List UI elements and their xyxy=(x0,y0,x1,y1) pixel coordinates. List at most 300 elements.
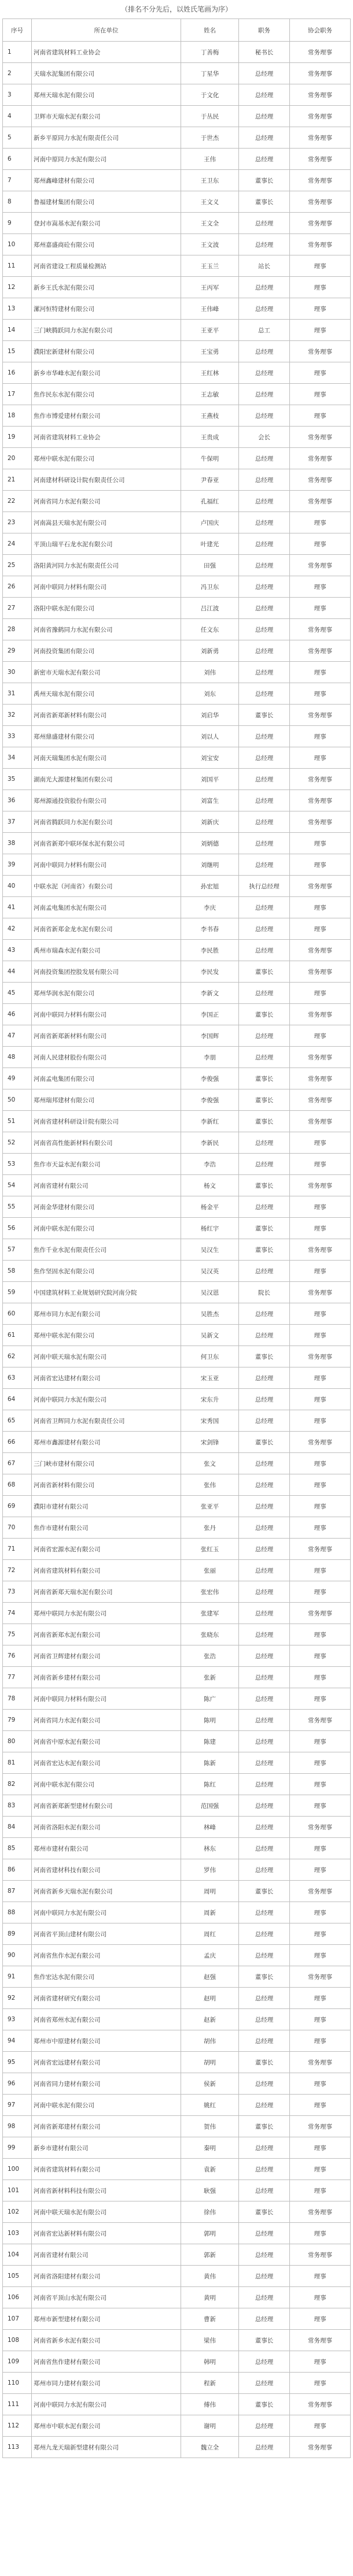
cell-position: 总经理 xyxy=(239,1517,290,1539)
cell-position: 总经理 xyxy=(239,1710,290,1731)
cell-position: 总经理 xyxy=(239,918,290,940)
cell-position: 总经理 xyxy=(239,1902,290,1923)
cell-index: 15 xyxy=(3,341,32,362)
cell-unit: 河南省新郑新材料有限公司 xyxy=(32,705,181,726)
cell-name: 曹新 xyxy=(181,2308,239,2330)
cell-name: 赵新 xyxy=(181,2009,239,2030)
cell-name: 谢明 xyxy=(181,2415,239,2437)
cell-position: 总经理 xyxy=(239,940,290,961)
cell-position: 总经理 xyxy=(239,1560,290,1581)
cell-name: 吴汉恩 xyxy=(181,1282,239,1303)
cell-index: 37 xyxy=(3,811,32,833)
cell-association-role: 常务理事 xyxy=(290,469,351,491)
cell-name: 吴新文 xyxy=(181,1325,239,1346)
cell-association-role: 理事 xyxy=(290,1496,351,1517)
cell-position: 总经理 xyxy=(239,2137,290,2159)
cell-position: 董事长 xyxy=(239,1068,290,1089)
cell-association-role: 常务理事 xyxy=(290,811,351,833)
cell-unit: 新乡市华峰水泥有限公司 xyxy=(32,362,181,384)
cell-position: 总经理 xyxy=(239,448,290,469)
cell-association-role: 常务理事 xyxy=(290,2201,351,2223)
cell-unit: 河南省新郑金龙水泥有限公司 xyxy=(32,918,181,940)
cell-index: 38 xyxy=(3,833,32,854)
cell-unit: 河南孟电集团有限公司 xyxy=(32,1068,181,1089)
cell-index: 22 xyxy=(3,491,32,512)
cell-unit: 新乡平原同力水泥有限责任公司 xyxy=(32,127,181,149)
cell-position: 总经理 xyxy=(239,1154,290,1175)
cell-unit: 河南省宏源水泥有限公司 xyxy=(32,1539,181,1560)
cell-name: 刘启华 xyxy=(181,705,239,726)
cell-index: 19 xyxy=(3,427,32,448)
cell-position: 总经理 xyxy=(239,277,290,298)
cell-position: 总经理 xyxy=(239,1261,290,1282)
cell-unit: 焦作民东水泥有限公司 xyxy=(32,384,181,405)
cell-association-role: 理事 xyxy=(290,576,351,598)
cell-unit: 三门峡腾跃同力水泥有限公司 xyxy=(32,320,181,341)
cell-index: 5 xyxy=(3,127,32,149)
table-row xyxy=(3,1346,351,1367)
cell-name: 张红玉 xyxy=(181,1539,239,1560)
table-row xyxy=(3,149,351,170)
cell-name: 宋剑锋 xyxy=(181,1432,239,1453)
cell-index: 4 xyxy=(3,106,32,127)
cell-association-role: 理事 xyxy=(290,662,351,683)
table-row xyxy=(3,2095,351,2116)
table-row xyxy=(3,811,351,833)
cell-position: 会长 xyxy=(239,427,290,448)
cell-name: 刘富生 xyxy=(181,790,239,811)
cell-association-role: 理事 xyxy=(290,2223,351,2244)
cell-unit: 河南省新郑建材有限公司 xyxy=(32,2116,181,2137)
cell-index: 65 xyxy=(3,1410,32,1432)
cell-position: 总经理 xyxy=(239,384,290,405)
cell-position: 总经理 xyxy=(239,362,290,384)
cell-association-role: 理事 xyxy=(290,1389,351,1410)
cell-index: 111 xyxy=(3,2394,32,2415)
cell-name: 王伟 xyxy=(181,149,239,170)
cell-unit: 河南中联同力水泥有限公司 xyxy=(32,1389,181,1410)
cell-index: 30 xyxy=(3,662,32,683)
cell-position: 总经理 xyxy=(239,1603,290,1624)
cell-unit: 河南省建材有限公司 xyxy=(32,1175,181,1196)
cell-unit: 河南省建筑材料工业协会 xyxy=(32,427,181,448)
cell-name: 林峰 xyxy=(181,1817,239,1838)
cell-index: 61 xyxy=(3,1325,32,1346)
cell-index: 92 xyxy=(3,1988,32,2009)
table-body xyxy=(3,42,351,2458)
cell-position: 总经理 xyxy=(239,1774,290,1795)
cell-name: 李新红 xyxy=(181,1111,239,1132)
cell-position: 总经理 xyxy=(239,897,290,918)
cell-name: 张新 xyxy=(181,1667,239,1688)
cell-unit: 郑州中联水泥有限公司 xyxy=(32,1325,181,1346)
cell-position: 总经理 xyxy=(239,619,290,640)
cell-position: 董事长 xyxy=(239,1004,290,1025)
cell-position: 董事长 xyxy=(239,191,290,213)
table-row xyxy=(3,1838,351,1859)
cell-index: 71 xyxy=(3,1539,32,1560)
cell-association-role: 常务理事 xyxy=(290,876,351,897)
cell-association-role: 理事 xyxy=(290,1688,351,1710)
cell-unit: 河南省卫辉建材有限公司 xyxy=(32,1645,181,1667)
cell-unit: 河南省豫鹤同力水泥有限公司 xyxy=(32,619,181,640)
table-row xyxy=(3,1474,351,1496)
cell-position: 总经理 xyxy=(239,2373,290,2394)
cell-association-role: 常务理事 xyxy=(290,42,351,63)
cell-association-role: 理事 xyxy=(290,1474,351,1496)
cell-index: 16 xyxy=(3,362,32,384)
table-row xyxy=(3,1667,351,1688)
cell-index: 101 xyxy=(3,2180,32,2201)
cell-name: 杨金平 xyxy=(181,1196,239,1218)
cell-association-role: 常务理事 xyxy=(290,1282,351,1303)
cell-association-role: 理事 xyxy=(290,1325,351,1346)
cell-unit: 平顶山瑞平石龙水泥有限公司 xyxy=(32,533,181,555)
cell-index: 27 xyxy=(3,598,32,619)
cell-position: 总经理 xyxy=(239,747,290,769)
table-row xyxy=(3,277,351,298)
table-row xyxy=(3,683,351,705)
cell-name: 王玉兰 xyxy=(181,255,239,277)
cell-name: 吴胜杰 xyxy=(181,1303,239,1325)
cell-association-role: 理事 xyxy=(290,918,351,940)
cell-name: 于文化 xyxy=(181,84,239,106)
cell-index: 39 xyxy=(3,854,32,876)
cell-position: 总经理 xyxy=(239,983,290,1004)
table-row xyxy=(3,2180,351,2201)
cell-index: 6 xyxy=(3,149,32,170)
cell-index: 42 xyxy=(3,918,32,940)
cell-unit: 河南省同力水泥有限公司 xyxy=(32,491,181,512)
cell-index: 108 xyxy=(3,2330,32,2351)
cell-index: 53 xyxy=(3,1154,32,1175)
cell-index: 67 xyxy=(3,1453,32,1474)
cell-association-role: 常务理事 xyxy=(290,2116,351,2137)
cell-position: 总经理 xyxy=(239,1731,290,1752)
table-row xyxy=(3,940,351,961)
cell-unit: 河南天瑞集团水泥有限公司 xyxy=(32,747,181,769)
cell-association-role: 常务理事 xyxy=(290,191,351,213)
cell-name: 于世杰 xyxy=(181,127,239,149)
cell-association-role: 常务理事 xyxy=(290,2052,351,2073)
table-row xyxy=(3,1367,351,1389)
cell-association-role: 理事 xyxy=(290,1902,351,1923)
cell-name: 程新 xyxy=(181,2373,239,2394)
table-row xyxy=(3,1731,351,1752)
table-row xyxy=(3,1432,351,1453)
cell-name: 吴汉英 xyxy=(181,1261,239,1282)
cell-name: 黄伟 xyxy=(181,2266,239,2287)
cell-index: 32 xyxy=(3,705,32,726)
cell-position: 董事长 xyxy=(239,1089,290,1111)
cell-unit: 河南金华建材有限公司 xyxy=(32,1196,181,1218)
cell-position: 总经理 xyxy=(239,2266,290,2287)
cell-association-role: 常务理事 xyxy=(290,1346,351,1367)
table-row xyxy=(3,1325,351,1346)
cell-index: 98 xyxy=(3,2116,32,2137)
cell-position: 总经理 xyxy=(239,555,290,576)
cell-index: 10 xyxy=(3,234,32,255)
table-row xyxy=(3,2266,351,2287)
cell-index: 46 xyxy=(3,1004,32,1025)
cell-name: 胡明 xyxy=(181,2052,239,2073)
cell-position: 总经理 xyxy=(239,2351,290,2373)
cell-association-role: 理事 xyxy=(290,1367,351,1389)
cell-name: 尹春亚 xyxy=(181,469,239,491)
cell-name: 孟庆 xyxy=(181,1945,239,1966)
cell-unit: 河南中联同力材料有限公司 xyxy=(32,576,181,598)
cell-index: 50 xyxy=(3,1089,32,1111)
cell-unit: 河南省建材有限公司 xyxy=(32,2244,181,2266)
table-row xyxy=(3,1111,351,1132)
cell-name: 林东 xyxy=(181,1838,239,1859)
cell-unit: 焦作宏达水泥有限公司 xyxy=(32,1966,181,1988)
cell-index: 12 xyxy=(3,277,32,298)
cell-index: 100 xyxy=(3,2159,32,2180)
cell-index: 74 xyxy=(3,1603,32,1624)
table-row xyxy=(3,2030,351,2052)
cell-unit: 洛阳黄河同力水泥有限责任公司 xyxy=(32,555,181,576)
cell-association-role: 理事 xyxy=(290,726,351,747)
cell-association-role: 理事 xyxy=(290,298,351,320)
cell-name: 黄明 xyxy=(181,2287,239,2308)
cell-association-role: 常务理事 xyxy=(290,940,351,961)
cell-unit: 河南中联天瑞水泥有限公司 xyxy=(32,2201,181,2223)
cell-unit: 河南省中原水泥有限公司 xyxy=(32,1731,181,1752)
cell-unit: 河南省建材科技有限公司 xyxy=(32,1859,181,1881)
header-index: 序号 xyxy=(3,19,32,42)
cell-position: 董事长 xyxy=(239,705,290,726)
cell-unit: 河南孟电集团水泥有限公司 xyxy=(32,897,181,918)
cell-name: 宋玉亚 xyxy=(181,1367,239,1389)
table-row xyxy=(3,1774,351,1795)
cell-association-role: 常务理事 xyxy=(290,84,351,106)
cell-unit: 河南中联水泥有限公司 xyxy=(32,1774,181,1795)
cell-position: 总经理 xyxy=(239,683,290,705)
table-row xyxy=(3,213,351,234)
cell-position: 总经理 xyxy=(239,127,290,149)
cell-unit: 河南省建材研究有限公司 xyxy=(32,1988,181,2009)
cell-name: 李国正 xyxy=(181,1004,239,1025)
cell-name: 宋秀国 xyxy=(181,1410,239,1432)
cell-association-role: 理事 xyxy=(290,1988,351,2009)
cell-name: 冯卫东 xyxy=(181,576,239,598)
table-row xyxy=(3,2330,351,2351)
cell-association-role: 理事 xyxy=(290,255,351,277)
cell-position: 总经理 xyxy=(239,469,290,491)
cell-association-role: 理事 xyxy=(290,1859,351,1881)
cell-index: 96 xyxy=(3,2073,32,2095)
cell-name: 王文波 xyxy=(181,234,239,255)
cell-unit: 河南省新郑天瑞水泥有限公司 xyxy=(32,1581,181,1603)
cell-name: 王丙军 xyxy=(181,277,239,298)
cell-association-role: 常务理事 xyxy=(290,1111,351,1132)
table-row xyxy=(3,876,351,897)
cell-name: 王红林 xyxy=(181,362,239,384)
table-row xyxy=(3,298,351,320)
cell-unit: 河南省洛阳水泥有限公司 xyxy=(32,1817,181,1838)
cell-position: 总经理 xyxy=(239,491,290,512)
cell-association-role: 理事 xyxy=(290,1795,351,1817)
cell-position: 总经理 xyxy=(239,576,290,598)
cell-position: 执行总经理 xyxy=(239,876,290,897)
cell-unit: 郑州中联水泥有限公司 xyxy=(32,448,181,469)
cell-index: 23 xyxy=(3,512,32,533)
cell-association-role: 理事 xyxy=(290,384,351,405)
cell-unit: 河南省同力水泥有限公司 xyxy=(32,1710,181,1731)
cell-association-role: 理事 xyxy=(290,1218,351,1239)
cell-name: 韩明 xyxy=(181,2351,239,2373)
cell-unit: 郑州瑞邦建材有限公司 xyxy=(32,1089,181,1111)
cell-position: 站长 xyxy=(239,255,290,277)
cell-index: 60 xyxy=(3,1303,32,1325)
cell-index: 89 xyxy=(3,1923,32,1945)
cell-index: 97 xyxy=(3,2095,32,2116)
header-name: 姓名 xyxy=(181,19,239,42)
table-row xyxy=(3,491,351,512)
cell-index: 8 xyxy=(3,191,32,213)
cell-unit: 河南省建筑材料有限公司 xyxy=(32,1560,181,1581)
cell-index: 102 xyxy=(3,2201,32,2223)
cell-association-role: 理事 xyxy=(290,1667,351,1688)
cell-unit: 焦作市建材有限公司 xyxy=(32,1517,181,1539)
cell-association-role: 理事 xyxy=(290,1645,351,1667)
cell-name: 刘东 xyxy=(181,683,239,705)
table-header-row xyxy=(3,19,351,42)
cell-position: 总经理 xyxy=(239,1453,290,1474)
cell-association-role: 理事 xyxy=(290,1752,351,1774)
cell-unit: 湖南光大源建材集团有限公司 xyxy=(32,769,181,790)
table-row xyxy=(3,1025,351,1047)
cell-index: 26 xyxy=(3,576,32,598)
cell-index: 105 xyxy=(3,2266,32,2287)
cell-position: 总经理 xyxy=(239,598,290,619)
cell-position: 总经理 xyxy=(239,1667,290,1688)
cell-association-role: 理事 xyxy=(290,512,351,533)
cell-name: 姚红 xyxy=(181,2095,239,2116)
table-row xyxy=(3,961,351,983)
cell-unit: 河南省建筑材料有限公司 xyxy=(32,2159,181,2180)
header-unit: 所在单位 xyxy=(32,19,181,42)
cell-position: 院长 xyxy=(239,1282,290,1303)
cell-unit: 郑州鼎盛建材有限公司 xyxy=(32,726,181,747)
cell-index: 55 xyxy=(3,1196,32,1218)
cell-position: 总经理 xyxy=(239,2287,290,2308)
cell-position: 总经理 xyxy=(239,1389,290,1410)
cell-name: 田强 xyxy=(181,555,239,576)
cell-index: 85 xyxy=(3,1838,32,1859)
cell-association-role: 理事 xyxy=(290,2351,351,2373)
cell-index: 41 xyxy=(3,897,32,918)
cell-position: 总经理 xyxy=(239,811,290,833)
cell-association-role: 理事 xyxy=(290,362,351,384)
cell-name: 李书春 xyxy=(181,918,239,940)
cell-association-role: 理事 xyxy=(290,2073,351,2095)
cell-association-role: 理事 xyxy=(290,1303,351,1325)
table-row xyxy=(3,1710,351,1731)
cell-index: 25 xyxy=(3,555,32,576)
cell-index: 18 xyxy=(3,405,32,427)
cell-position: 总经理 xyxy=(239,1988,290,2009)
cell-index: 112 xyxy=(3,2415,32,2437)
cell-index: 52 xyxy=(3,1132,32,1154)
table-row xyxy=(3,619,351,640)
table-row xyxy=(3,897,351,918)
table-row xyxy=(3,1988,351,2009)
cell-index: 35 xyxy=(3,769,32,790)
cell-association-role: 常务理事 xyxy=(290,234,351,255)
cell-index: 86 xyxy=(3,1859,32,1881)
cell-unit: 卫辉市天瑞水泥有限公司 xyxy=(32,106,181,127)
cell-association-role: 常务理事 xyxy=(290,2330,351,2351)
cell-position: 总经理 xyxy=(239,854,290,876)
cell-position: 总经理 xyxy=(239,662,290,683)
cell-index: 21 xyxy=(3,469,32,491)
cell-position: 总经理 xyxy=(239,1752,290,1774)
table-row xyxy=(3,1089,351,1111)
cell-unit: 河南省新郑水泥有限公司 xyxy=(32,1624,181,1645)
cell-position: 秘书长 xyxy=(239,42,290,63)
table-row xyxy=(3,726,351,747)
cell-association-role: 常务理事 xyxy=(290,213,351,234)
cell-association-role: 常务理事 xyxy=(290,1881,351,1902)
cell-position: 总经理 xyxy=(239,1645,290,1667)
cell-index: 81 xyxy=(3,1752,32,1774)
cell-association-role: 常务理事 xyxy=(290,1539,351,1560)
cell-association-role: 常务理事 xyxy=(290,1068,351,1089)
cell-unit: 河南省新郑中联环保水泥有限公司 xyxy=(32,833,181,854)
cell-name: 李庆 xyxy=(181,897,239,918)
cell-unit: 河南省新乡建材有限公司 xyxy=(32,1667,181,1688)
table-row xyxy=(3,1047,351,1068)
cell-unit: 濮阳市建材有限公司 xyxy=(32,1496,181,1517)
cell-unit: 新乡王氏水泥有限公司 xyxy=(32,277,181,298)
cell-position: 总经理 xyxy=(239,640,290,662)
cell-name: 王文全 xyxy=(181,213,239,234)
cell-unit: 禹州天瑞水泥有限公司 xyxy=(32,683,181,705)
cell-name: 王贵成 xyxy=(181,427,239,448)
cell-association-role: 理事 xyxy=(290,747,351,769)
table-row xyxy=(3,1261,351,1282)
cell-position: 总经理 xyxy=(239,1795,290,1817)
cell-index: 80 xyxy=(3,1731,32,1752)
cell-name: 刘新庆 xyxy=(181,811,239,833)
cell-association-role: 常务理事 xyxy=(290,149,351,170)
cell-index: 62 xyxy=(3,1346,32,1367)
cell-name: 张建军 xyxy=(181,1603,239,1624)
cell-name: 周红 xyxy=(181,1923,239,1945)
table-row xyxy=(3,2159,351,2180)
cell-unit: 郑州华润水泥有限公司 xyxy=(32,983,181,1004)
cell-name: 张晓东 xyxy=(181,1624,239,1645)
cell-name: 李俊强 xyxy=(181,1068,239,1089)
cell-name: 孙宏旭 xyxy=(181,876,239,897)
table-row xyxy=(3,1902,351,1923)
table-row xyxy=(3,1560,351,1581)
cell-position: 总经理 xyxy=(239,1817,290,1838)
cell-position: 董事长 xyxy=(239,1966,290,1988)
table-row xyxy=(3,555,351,576)
cell-unit: 河南省平顶山水泥有限公司 xyxy=(32,2287,181,2308)
cell-position: 董事长 xyxy=(239,1881,290,1902)
table-row xyxy=(3,42,351,63)
cell-association-role: 常务理事 xyxy=(290,555,351,576)
cell-unit: 河南嵩县天瑞水泥有限公司 xyxy=(32,512,181,533)
cell-position: 总经理 xyxy=(239,1688,290,1710)
cell-index: 40 xyxy=(3,876,32,897)
table-row xyxy=(3,106,351,127)
cell-unit: 郑州市新型建材有限公司 xyxy=(32,2308,181,2330)
